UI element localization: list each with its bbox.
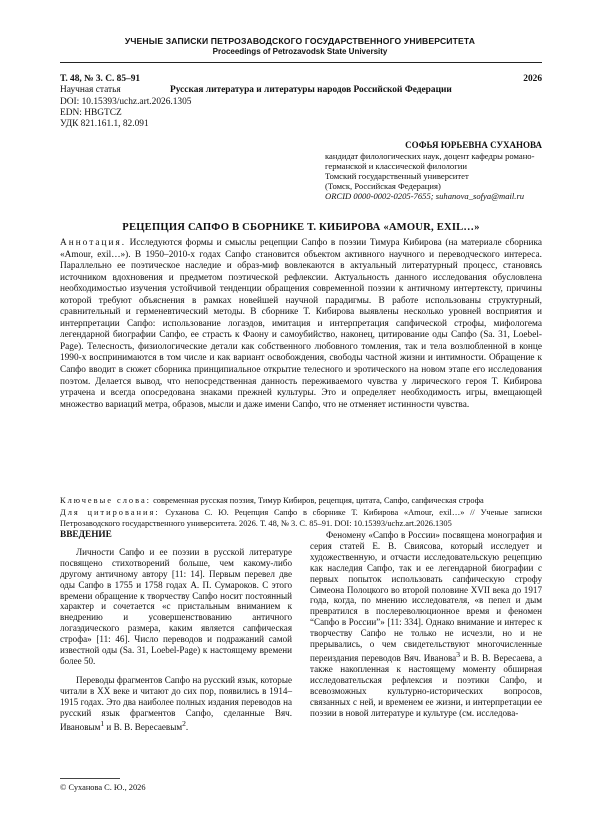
issue-info: Т. 48, № 3. С. 85–91 bbox=[60, 74, 141, 84]
author-orcid-email[interactable]: ORCID 0000-0002-0205-7655; suhanova_sofya@mail.ru bbox=[325, 191, 525, 201]
intro-paragraph-1: Личности Сапфо и ее поэзии в русской литературе посвящено стихотворений больше, чем какому-либо другому античному автору [11: 14]. Первым перевел две оды Сапфо в 1755 и 1758 годах А. П. Сумароков. С этого времени обращение к творчеству Сапфо носит постоянный характер и сочетается «с пристальным вниманием к внедрению и усовершенствованию античного логаэдического размера, каким является сапфическая строфа» [11: 46]. Число переводов и подражаний самой известной оды (Sa. 31, Loebel-Page) к настоящему времени более 50. bbox=[60, 546, 292, 666]
section-heading: ВВЕДЕНИЕ bbox=[60, 530, 112, 540]
abstract-label: Аннотация. bbox=[60, 238, 127, 248]
abstract bbox=[60, 238, 542, 411]
right-column bbox=[310, 530, 542, 718]
issue-year: 2026 bbox=[523, 74, 542, 84]
article-rubric: Русская литература и литературы народов Российской Федерации bbox=[170, 85, 452, 96]
citation-label: Для цитирования: bbox=[60, 508, 160, 517]
article-meta bbox=[60, 74, 542, 130]
intro-paragraph-3: Феномену «Сапфо в России» посвящена монография и серия статей Е. В. Свиясова, который исследует и художественную, и отчасти исследовательскую рецепцию как наследия Сапфо, так и ее легендарной биографии с первых попыток использовать сапфическую строфу Симеона Полоцкого во второй половине XVII века до 1917 года, когда, по мнению исследователя, «в пепел и дым превратился в послереволюционное время и феномен “Сапфо в России”» [11: 334]. Однако внимание и интерес к творчеству Сапфо не только не исчезли, но и не прерывались, о чем свидетельствуют многочисленные переиздания переводов Вяч. Иванова$^3$ и В. В. Вересаева, а также накопленная к настоящему моменту обширная исследовательская рефлексия и поэтики Сапфо, и всевозможных культурно-исторических вопросов, связанных с ней, и временем ее жизни, и интерпретации ее поэзии в новой литературе и культуре (см. исследова- bbox=[310, 530, 542, 718]
keywords bbox=[60, 496, 542, 507]
abstract-text: Исследуются формы и смыслы рецепции Сапфо в поэзии Тимура Кибирова (на материале сборника «Amour, exil…»). В 1950–2010-х годах Сапфо становится объектом активного научного и переводческого интереса. Параллельно ее поэтическое наследие и образ-миф вовлекаются в актуальный литературный процесс, становясь источником вдохновения и предметом поэтической рефлексии. Актуальность данного исследования обусловлена необходимостью изучения устойчивой тенденции обращения современной поэзии к античному интертексту, причины которой требуют объяснения в рамках новейшей научной парадигмы. В работе использованы структурный, сравнительный и герменевтический методы. В сборнике Т. Кибирова выявлены несколько уровней восприятия и интерпретации Сапфо: использование логаэдов, имитация и интерпретация сапфической строфы, мифологема легендарной биографии Сапфо, ее страсть к Фаону и самоубийство, наконец, цитирование оды Сапфо (Sa. 31, Loebel-Page). Телесность, физиологические детали как собственного любовного томления, так и тела возлюбленной в конце 1990-х воспринимаются в том числе и как вариант освобождения, свободы частной жизни и интимности. Обращение к Сапфо вводит в сюжет сборника принципиальное открытие телесного и эротического на новом этапе его исследования поэтом. Делается вывод, что непосредственная данность переживаемого чувства у лирического героя Т. Кибирова утрачена и всегда опосредована знаками прежней культуры. Это и определяет необходимость игры, вмещающей множество вариаций метра, образов, мысли и даже имени Сапфо, что не отменяет истинности чувства. bbox=[60, 238, 542, 410]
doi[interactable]: DOI: 10.15393/uchz.art.2026.1305 bbox=[60, 96, 192, 107]
footnote-rule bbox=[60, 778, 120, 779]
footnote-ref-2[interactable]: 2 bbox=[182, 718, 186, 728]
left-column bbox=[60, 530, 292, 732]
author-affiliation-1: кандидат филологических наук, доцент кафедры романо- bbox=[325, 151, 535, 161]
citation bbox=[60, 508, 542, 529]
udk: УДК 821.161.1, 82.091 bbox=[60, 119, 149, 130]
author-affiliation-4: (Томск, Российская Федерация) bbox=[325, 181, 441, 191]
copyright: © Суханова С. Ю., 2026 bbox=[60, 783, 146, 792]
journal-title-ru: УЧЕНЫЕ ЗАПИСКИ ПЕТРОЗАВОДСКОГО ГОСУДАРСТВЕННОГО УНИВЕРСИТЕТА bbox=[124, 36, 476, 46]
article-title: РЕЦЕПЦИЯ САПФО В СБОРНИКЕ Т. КИБИРОВА «AMOUR, EXIL…» bbox=[122, 222, 480, 233]
keywords-label: Ключевые слова: bbox=[60, 496, 151, 505]
author-name: СОФЬЯ ЮРЬЕВНА СУХАНОВА bbox=[405, 140, 542, 150]
author-affiliation-2: германской и классической филологии bbox=[325, 161, 467, 171]
author-block bbox=[325, 140, 542, 201]
footnote-ref-3[interactable]: 3 bbox=[456, 649, 460, 659]
keywords-text: современная русская поэзия, Тимур Кибиров, рецепция, цитата, Сапфо, сапфическая строфа bbox=[153, 496, 484, 505]
intro-paragraph-2: Переводы фрагментов Сапфо на русский язык, которые читали в XX веке и читают до сих пор, появились в 1914–1915 годах. Это два наиболее полных издания переводов на русский язык фрагментов Сапфо, сделанные Вяч. Ивановым$^1$ и В. В. Вересаевым$^2$. bbox=[60, 674, 292, 732]
citation-text: Суханова С. Ю. Рецепция Сапфо в сборнике Т. Кибирова «Amour, exil…» // Ученые записки Петрозаводского государственного университета. 2026. Т. 48, № 3. С. 85–91. DOI: 10.15393/uchz.art.2026.1305 bbox=[60, 508, 543, 528]
journal-header bbox=[0, 36, 600, 56]
header-rule bbox=[60, 62, 542, 63]
edn: EDN: HBGTCZ bbox=[60, 107, 122, 118]
article-type: Научная статья bbox=[60, 85, 121, 96]
footnote-ref-1[interactable]: 1 bbox=[100, 718, 105, 728]
author-affiliation-3: Томский государственный университет bbox=[325, 171, 469, 181]
journal-title-en: Proceedings of Petrozavodsk State University bbox=[212, 47, 388, 56]
